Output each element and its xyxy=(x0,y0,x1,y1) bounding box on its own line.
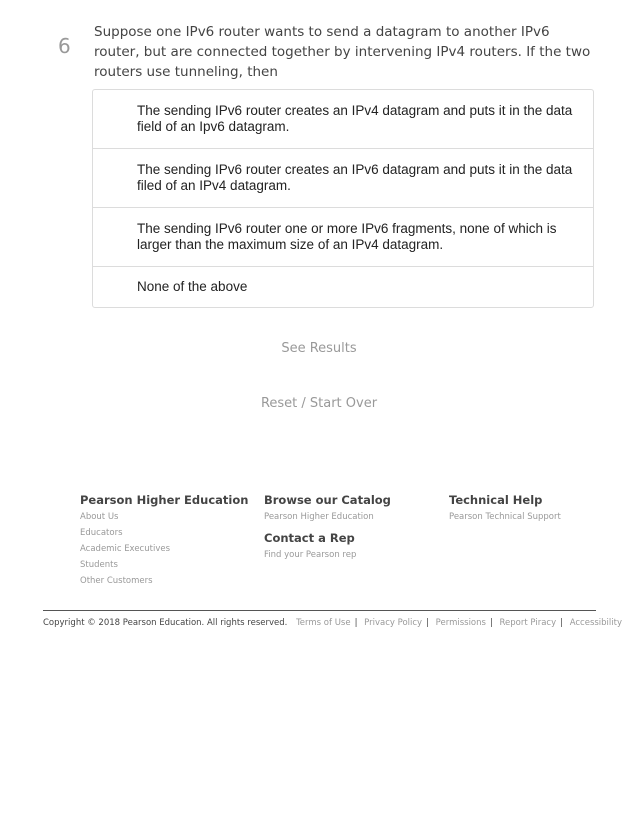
footer-heading-catalog: Browse our Catalog xyxy=(264,493,391,507)
footer-divider xyxy=(43,610,596,611)
footer-link-about-us[interactable]: About Us xyxy=(80,512,119,522)
question-text: Suppose one IPv6 router wants to send a datagram to another IPv6 router, but are connected together by intervening IPv4 routers. If the two routers use tunneling, then xyxy=(94,24,591,80)
footer-link-other-customers[interactable]: Other Customers xyxy=(80,576,153,586)
footer-column-pearson xyxy=(80,493,248,589)
footer-column-technical xyxy=(449,493,561,525)
footer-link-academic-executives[interactable]: Academic Executives xyxy=(80,544,171,554)
separator: | xyxy=(426,618,429,628)
copyright-bar xyxy=(43,618,622,628)
question-number: 6 xyxy=(58,34,71,58)
separator: | xyxy=(560,618,563,628)
separator: | xyxy=(354,618,358,628)
footer-heading-technical: Technical Help xyxy=(449,493,543,507)
separator: | xyxy=(489,618,493,628)
answer-option-3[interactable]: The sending IPv6 router one or more IPv6 fragments, none of which is larger than the maximum size of an IPv4 datagram. xyxy=(93,208,593,267)
copyright-text: Copyright © 2018 Pearson Education. All rights reserved. xyxy=(43,618,288,628)
footer-link-catalog[interactable]: Pearson Higher Education xyxy=(264,512,374,522)
accessibility-link[interactable]: Accessibility xyxy=(569,618,623,628)
footer-heading-pearson: Pearson Higher Education xyxy=(80,493,249,507)
reset-button[interactable]: Reset / Start Over xyxy=(260,396,378,411)
report-piracy-link[interactable]: Report Piracy xyxy=(499,618,557,628)
footer-link-find-rep[interactable]: Find your Pearson rep xyxy=(264,550,357,560)
terms-link[interactable]: Terms of Use xyxy=(296,618,351,628)
privacy-link[interactable]: Privacy Policy xyxy=(364,618,423,628)
see-results-button[interactable]: See Results xyxy=(281,341,357,356)
answer-option-1[interactable]: The sending IPv6 router creates an IPv4 datagram and puts it in the data field of an Ipv6 datagram. xyxy=(93,90,593,149)
answer-option-4[interactable]: None of the above xyxy=(137,279,248,294)
answer-option-2[interactable]: The sending IPv6 router creates an IPv6 datagram and puts it in the data filed of an IPv4 datagram. xyxy=(93,149,593,208)
footer-link-technical-support[interactable]: Pearson Technical Support xyxy=(449,512,561,522)
answer-options xyxy=(92,89,594,308)
footer-link-educators[interactable]: Educators xyxy=(80,528,123,538)
permissions-link[interactable]: Permissions xyxy=(435,618,486,628)
footer-link-students[interactable]: Students xyxy=(80,560,118,570)
footer-heading-contact: Contact a Rep xyxy=(264,531,355,545)
footer-column-catalog xyxy=(264,493,391,563)
